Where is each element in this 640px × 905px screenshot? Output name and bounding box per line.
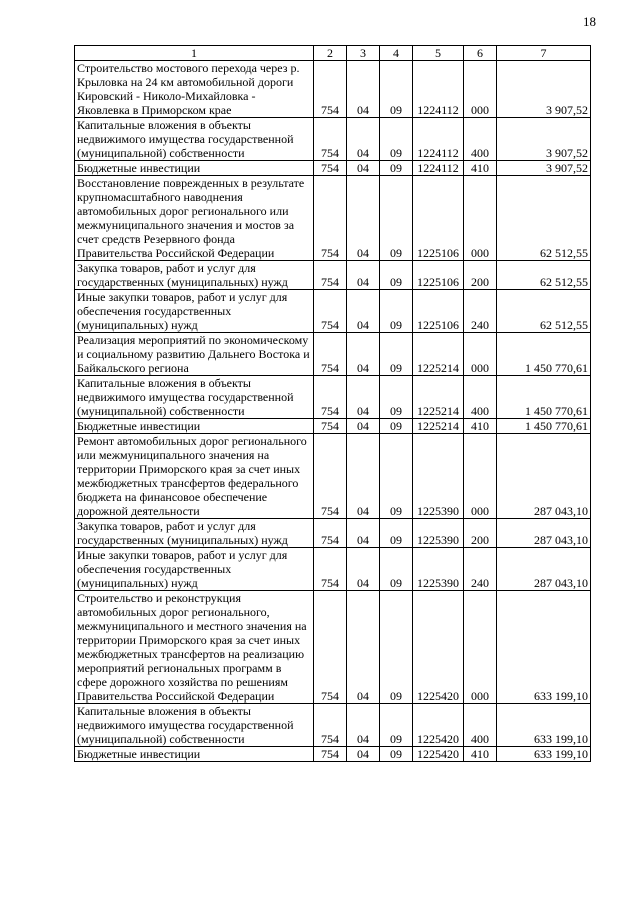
table-row [75,61,591,118]
target-article-cell: 1224112 [413,61,464,118]
target-article-cell: 1224112 [413,161,464,176]
subsection-cell: 09 [380,161,413,176]
table-row [75,704,591,747]
expense-type-cell: 240 [464,290,497,333]
subsection-cell: 09 [380,118,413,161]
row-name-cell: Иные закупки товаров, работ и услуг для обеспечения государственных (муниципальных) нужд [75,290,314,333]
row-name-cell: Бюджетные инвестиции [75,161,314,176]
target-article-cell: 1225390 [413,519,464,548]
target-article-cell: 1225106 [413,290,464,333]
column-header: 5 [413,46,464,61]
subsection-cell: 09 [380,61,413,118]
amount-cell: 3 907,52 [497,161,591,176]
target-article-cell: 1225420 [413,747,464,762]
ministry-code-cell: 754 [314,519,347,548]
section-cell: 04 [347,261,380,290]
expense-type-cell: 410 [464,419,497,434]
ministry-code-cell: 754 [314,704,347,747]
section-cell: 04 [347,591,380,704]
target-article-cell: 1225390 [413,548,464,591]
target-article-cell: 1225214 [413,376,464,419]
ministry-code-cell: 754 [314,376,347,419]
subsection-cell: 09 [380,704,413,747]
ministry-code-cell: 754 [314,261,347,290]
expense-type-cell: 000 [464,333,497,376]
subsection-cell: 09 [380,519,413,548]
page-number: 18 [583,14,596,29]
row-name-cell: Иные закупки товаров, работ и услуг для обеспечения государственных (муниципальных) нужд [75,548,314,591]
target-article-cell: 1225106 [413,261,464,290]
amount-cell: 287 043,10 [497,434,591,519]
section-cell: 04 [347,434,380,519]
row-name-cell: Ремонт автомобильных дорог регионального или межмуниципального значения на территории Приморского края за счет иных межбюджетных трансфертов федерального бюджета на финансовое обеспечение дорожной деятельности [75,434,314,519]
table-row [75,161,591,176]
section-cell: 04 [347,118,380,161]
ministry-code-cell: 754 [314,591,347,704]
column-header: 4 [380,46,413,61]
amount-cell: 1 450 770,61 [497,419,591,434]
row-name-cell: Восстановление поврежденных в результате крупномасштабного наводнения автомобильных дорог регионального или межмуниципального значения и мостов за счет средств Резервного фонда Правительства Российской Федерации [75,176,314,261]
subsection-cell: 09 [380,290,413,333]
target-article-cell: 1225390 [413,434,464,519]
ministry-code-cell: 754 [314,747,347,762]
expense-type-cell: 410 [464,747,497,762]
expense-type-cell: 240 [464,548,497,591]
amount-cell: 633 199,10 [497,747,591,762]
table-row [75,548,591,591]
ministry-code-cell: 754 [314,176,347,261]
table-row [75,290,591,333]
budget-table [74,45,591,762]
expense-type-cell: 200 [464,261,497,290]
amount-cell: 633 199,10 [497,704,591,747]
row-name-cell: Закупка товаров, работ и услуг для государственных (муниципальных) нужд [75,261,314,290]
subsection-cell: 09 [380,376,413,419]
row-name-cell: Закупка товаров, работ и услуг для государственных (муниципальных) нужд [75,519,314,548]
ministry-code-cell: 754 [314,548,347,591]
expense-type-cell: 200 [464,519,497,548]
subsection-cell: 09 [380,747,413,762]
header-row [75,46,591,61]
target-article-cell: 1225214 [413,419,464,434]
ministry-code-cell: 754 [314,434,347,519]
target-article-cell: 1225214 [413,333,464,376]
amount-cell: 62 512,55 [497,176,591,261]
subsection-cell: 09 [380,333,413,376]
table-row [75,176,591,261]
expense-type-cell: 000 [464,61,497,118]
expense-type-cell: 000 [464,176,497,261]
row-name-cell: Бюджетные инвестиции [75,747,314,762]
column-header: 1 [75,46,314,61]
ministry-code-cell: 754 [314,161,347,176]
section-cell: 04 [347,176,380,261]
row-name-cell: Реализация мероприятий по экономическому и социальному развитию Дальнего Востока и Байкальского региона [75,333,314,376]
amount-cell: 62 512,55 [497,261,591,290]
subsection-cell: 09 [380,548,413,591]
section-cell: 04 [347,548,380,591]
expense-type-cell: 410 [464,161,497,176]
expense-type-cell: 000 [464,591,497,704]
column-header: 3 [347,46,380,61]
target-article-cell: 1225420 [413,704,464,747]
row-name-cell: Капитальные вложения в объекты недвижимого имущества государственной (муниципальной) собственности [75,118,314,161]
target-article-cell: 1224112 [413,118,464,161]
row-name-cell: Капитальные вложения в объекты недвижимого имущества государственной (муниципальной) собственности [75,376,314,419]
row-name-cell: Строительство мостового перехода через р. Крыловка на 24 км автомобильной дороги Кировский - Николо-Михайловка - Яковлевка в Приморском крае [75,61,314,118]
target-article-cell: 1225420 [413,591,464,704]
target-article-cell: 1225106 [413,176,464,261]
amount-cell: 1 450 770,61 [497,376,591,419]
table-row [75,747,591,762]
section-cell: 04 [347,704,380,747]
ministry-code-cell: 754 [314,61,347,118]
section-cell: 04 [347,61,380,118]
amount-cell: 287 043,10 [497,548,591,591]
expense-type-cell: 400 [464,704,497,747]
amount-cell: 3 907,52 [497,61,591,118]
amount-cell: 287 043,10 [497,519,591,548]
table-row [75,434,591,519]
table-row [75,591,591,704]
table-row [75,333,591,376]
section-cell: 04 [347,161,380,176]
section-cell: 04 [347,419,380,434]
amount-cell: 1 450 770,61 [497,333,591,376]
table-row [75,376,591,419]
section-cell: 04 [347,519,380,548]
subsection-cell: 09 [380,419,413,434]
expense-type-cell: 400 [464,376,497,419]
expense-type-cell: 000 [464,434,497,519]
ministry-code-cell: 754 [314,333,347,376]
section-cell: 04 [347,747,380,762]
ministry-code-cell: 754 [314,290,347,333]
column-header: 2 [314,46,347,61]
amount-cell: 633 199,10 [497,591,591,704]
section-cell: 04 [347,333,380,376]
subsection-cell: 09 [380,434,413,519]
row-name-cell: Бюджетные инвестиции [75,419,314,434]
ministry-code-cell: 754 [314,419,347,434]
subsection-cell: 09 [380,176,413,261]
section-cell: 04 [347,290,380,333]
section-cell: 04 [347,376,380,419]
row-name-cell: Капитальные вложения в объекты недвижимого имущества государственной (муниципальной) собственности [75,704,314,747]
column-header: 6 [464,46,497,61]
expense-type-cell: 400 [464,118,497,161]
row-name-cell: Строительство и реконструкция автомобильных дорог регионального, межмуниципального и местного значения на территории Приморского края за счет иных межбюджетных трансфертов на реализацию мероприятий региональных программ в сфере дорожного хозяйства по решениям Правительства Российской Федерации [75,591,314,704]
table-row [75,419,591,434]
column-header: 7 [497,46,591,61]
amount-cell: 62 512,55 [497,290,591,333]
subsection-cell: 09 [380,591,413,704]
subsection-cell: 09 [380,261,413,290]
amount-cell: 3 907,52 [497,118,591,161]
table-row [75,519,591,548]
table-row [75,118,591,161]
table-row [75,261,591,290]
ministry-code-cell: 754 [314,118,347,161]
